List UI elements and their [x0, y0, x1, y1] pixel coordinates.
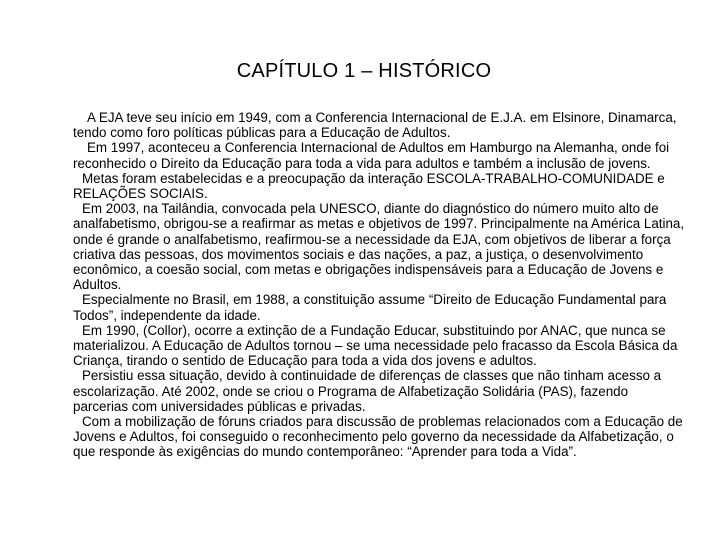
paragraph-1: A EJA teve seu início em 1949, com a Conferencia Internacional de E.J.A. em Elsinore, Dinamarca, tendo como foro políticas públicas para a Educação de Adultos. [73, 110, 677, 141]
document-body [73, 110, 685, 460]
paragraph-5: Especialmente no Brasil, em 1988, a constituição assume “Direito de Educação Fundamental para Todos”, independente da idade. [73, 292, 667, 323]
paragraph-2: Em 1997, aconteceu a Conferencia Internacional de Adultos em Hamburgo na Alemanha, onde foi reconhecido o Direito da Educação para toda a vida para adultos e também a inclusão de jovens. [73, 140, 670, 171]
paragraph-7: Persistiu essa situação, devido à continuidade de diferenças de classes que não tinham acesso a escolarização. Até 2002, onde se criou o Programa de Alfabetização Solidária (PAS), fazendo parcerias com universidades públicas e privadas. [73, 368, 662, 414]
paragraph-8: Com a mobilização de fóruns criados para discussão de problemas relacionados com a Educação de Jovens e Adultos, foi conseguido o reconhecimento pelo governo da necessidade da Alfabetização, o que responde às exigências do mundo contemporâneo: “Aprender para toda a Vida”. [73, 414, 683, 460]
paragraph-3: Metas foram estabelecidas e a preocupação da interação ESCOLA-TRABALHO-COMUNIDADE e RELAÇÕES SOCIAIS. [73, 170, 665, 202]
page-title: CAPÍTULO 1 – HISTÓRICO [236, 60, 492, 82]
paragraph-4: Em 2003, na Tailândia, convocada pela UNESCO, diante do diagnóstico do número muito alto de analfabetismo, obrigou-se a reafirmar as metas e objetivos de 1997. Principalmente na América Latina, onde é grande o analfabetismo, reafirmou-se a necessidade da EJA, com objetivos de liberar a força criativa das pessoas, dos movimentos sociais e das nações, a paz, a justiça, o desenvolvimento econômico, a coesão social, com metas e obrigações indispensáveis para a Educação de Jovens e Adultos. [73, 201, 685, 293]
paragraph-6: Em 1990, (Collor), ocorre a extinção de a Fundação Educar, substituindo por ANAC, que nunca se materializou. A Educação de Adultos tornou – se uma necessidade pelo fracasso da Escola Básica da Criança, tirando o sentido de Educação para toda a vida dos jovens e adultos. [73, 322, 678, 369]
